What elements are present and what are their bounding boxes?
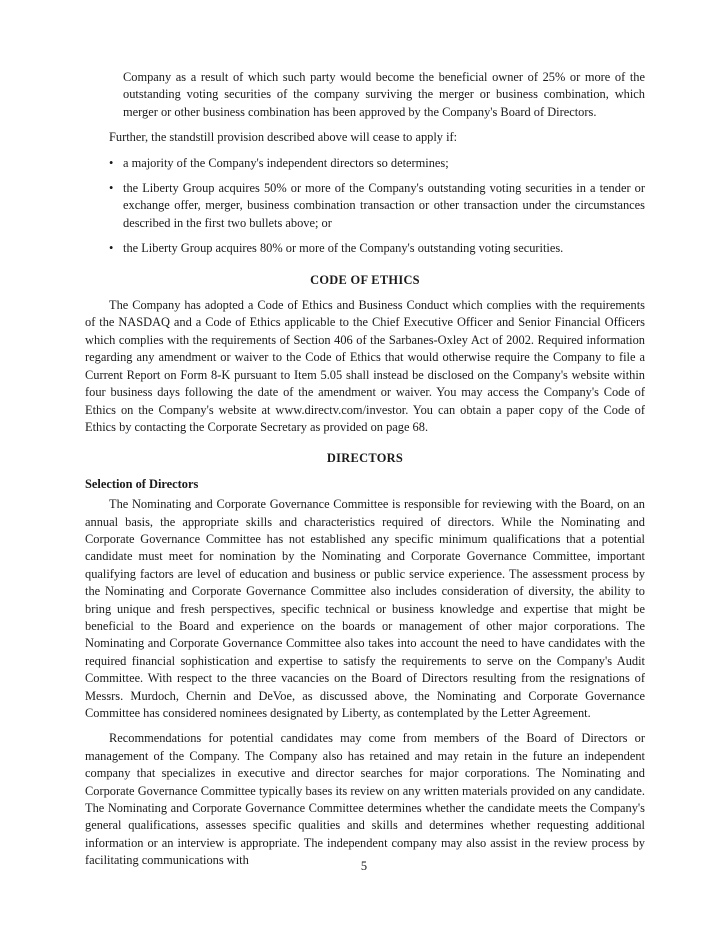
code-of-ethics-heading: CODE OF ETHICS: [310, 272, 420, 287]
selection-of-directors-subheading: Selection of Directors: [85, 476, 199, 491]
list-item: [85, 155, 645, 172]
continuation-paragraph: Company as a result of which such party would become the beneficial owner of 25% or more of the outstanding voting securities of the company surviving the merger or business combination, which merger or other business combination has been approved by the Company's Board of Directors.: [123, 70, 645, 119]
list-item: [85, 240, 645, 257]
bullet-text: a majority of the Company's independent directors so determines;: [123, 155, 449, 170]
bullet-icon: •: [109, 241, 114, 256]
directors-paragraph-2: Recommendations for potential candidates may come from members of the Board of Directors or management of the Company. The Company also has retained and may retain in the future an independent company that specializes in executive and director searches for major corporations. The Nominating and Corporate Governance Committee typically bases its review on any written materials provided on any candidate. The Nominating and Corporate Governance Committee determines whether the candidate meets the Company's general qualifications, assesses specific qualities and skills and determines whether requesting additional information or an interview is appropriate. The independent company may also assist in the review process by facilitating communications with: [85, 731, 645, 868]
further-paragraph: Further, the standstill provision described above will cease to apply if:: [109, 130, 458, 145]
bullet-text: the Liberty Group acquires 80% or more of the Company's outstanding voting securities.: [123, 241, 564, 256]
bullet-text: the Liberty Group acquires 50% or more of the Company's outstanding voting securities in a tender or exchange offer, merger, business combination transaction or other transaction under the circumstances described in the first two bullets above; or: [123, 181, 645, 230]
bullet-icon: •: [109, 155, 114, 170]
directors-heading: DIRECTORS: [326, 451, 404, 466]
list-item: [85, 180, 645, 232]
directors-paragraph-1: The Nominating and Corporate Governance Committee is responsible for reviewing with the Board, on an annual basis, the appropriate skills and characteristics required of directors. While the Nominating and Corporate Governance Committee has not established any specific minimum qualifications that a potential candidate must meet for nomination by the Nominating and Corporate Governance Committee, important qualifying factors are level of education and business or public service experience. The assessment process by the Nominating and Corporate Governance Committee also includes consideration of diversity, the ability to bring unique and fresh perspectives, specific technical or business knowledge and expertise that might be beneficial to the Board and experience on the boards or management of other major corporations. The Nominating and Corporate Governance Committee also takes into account the need to have candidates with the required financial sophistication and expertise to satisfy the requirements to serve on the Company's Audit Committee. With respect to the three vacancies on the Board of Directors resulting from the resignations of Messrs. Murdoch, Chernin and DeVoe, as discussed above, the Nominating and Corporate Governance Committee has considered nominees designated by Liberty, as contemplated by the Letter Agreement.: [85, 497, 645, 720]
bullet-icon: •: [109, 181, 114, 196]
standstill-bullet-list: [85, 155, 645, 258]
page-number: 5: [360, 859, 368, 873]
code-of-ethics-paragraph: The Company has adopted a Code of Ethics and Business Conduct which complies with the requirements of the NASDAQ and a Code of Ethics applicable to the Chief Executive Officer and Senior Financial Officers which complies with the requirements of Section 406 of the Sarbanes-Oxley Act of 2002. Required information regarding any amendment or waiver to the Code of Ethics that would otherwise require the Company to file a Current Report on Form 8-K pursuant to Item 5.05 shall instead be disclosed on the Company's website within four business days following the date of the amendment or waiver. You may access the Company's Code of Ethics on the Company's website at www.directv.com/investor. You can obtain a paper copy of the Code of Ethics by contacting the Corporate Secretary as provided on page 68.: [85, 298, 645, 434]
document-page: [85, 69, 645, 870]
